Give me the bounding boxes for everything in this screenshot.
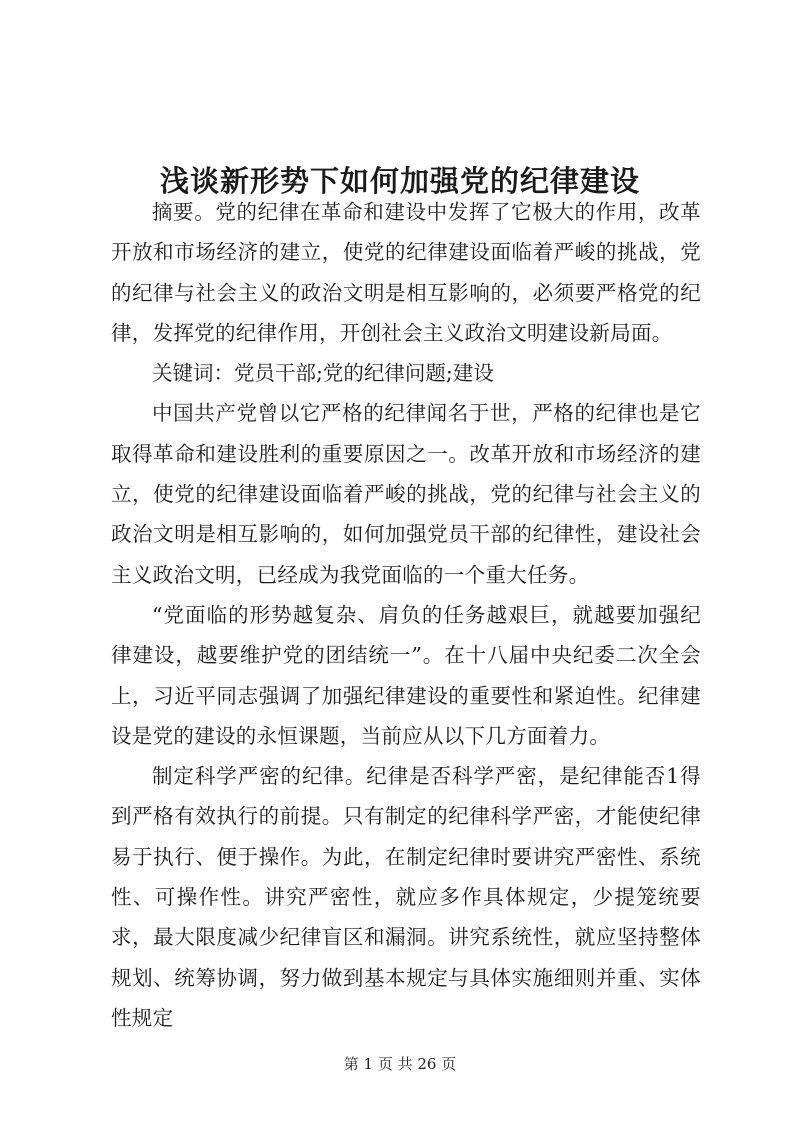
- page-footer: 第 1 页 共 26 页: [343, 1055, 457, 1073]
- body-paragraph-3: 制定科学严密的纪律。纪律是否科学严密，是纪律能否1得到严格有效执行的前提。只有制定的纪律科学严密，才能使纪律易于执行、便于操作。为此，在制定纪律时要讲究严密性、系统性、可操作性。讲究严密性，就应多作具体规定，少提笼统要求，最大限度减少纪律盲区和漏洞。讲究系统性，就应坚持整体规划、统筹协调，努力做到基本规定与具体实施细则并重、实体性规定: [111, 764, 701, 1030]
- document-title: 浅谈新形势下如何加强党的纪律建设: [159, 164, 640, 199]
- body-paragraph-1: 中国共产党曾以它严格的纪律闻名于世，严格的纪律也是它取得革命和建设胜利的重要原因之一。改革开放和市场经济的建立，使党的纪律建设面临着严峻的挑战，党的纪律与社会主义的政治文明是相互影响的，如何加强党员干部的纪律性，建设社会主义政治文明，已经成为我党面临的一个重大任务。: [111, 401, 701, 587]
- abstract-paragraph: 摘要。党的纪律在革命和建设中发挥了它极大的作用，改革开放和市场经济的建立，使党的纪律建设面临着严峻的挑战，党的纪律与社会主义的政治文明是相互影响的，必须要严格党的纪律，发挥党的纪律作用，开创社会主义政治文明建设新局面。: [111, 200, 701, 345]
- body-paragraph-2: “党面临的形势越复杂、肩负的任务越艰巨，就越要加强纪律建设，越要维护党的团结统一”。在十八届中央纪委二次全会上，习近平同志强调了加强纪律建设的重要性和紧迫性。纪律建设是党的建设的永恒课题，当前应从以下几方面着力。: [111, 602, 701, 748]
- document-body: [111, 192, 701, 1038]
- keywords-paragraph: 关键词：党员干部;党的纪律问题;建设: [152, 361, 494, 386]
